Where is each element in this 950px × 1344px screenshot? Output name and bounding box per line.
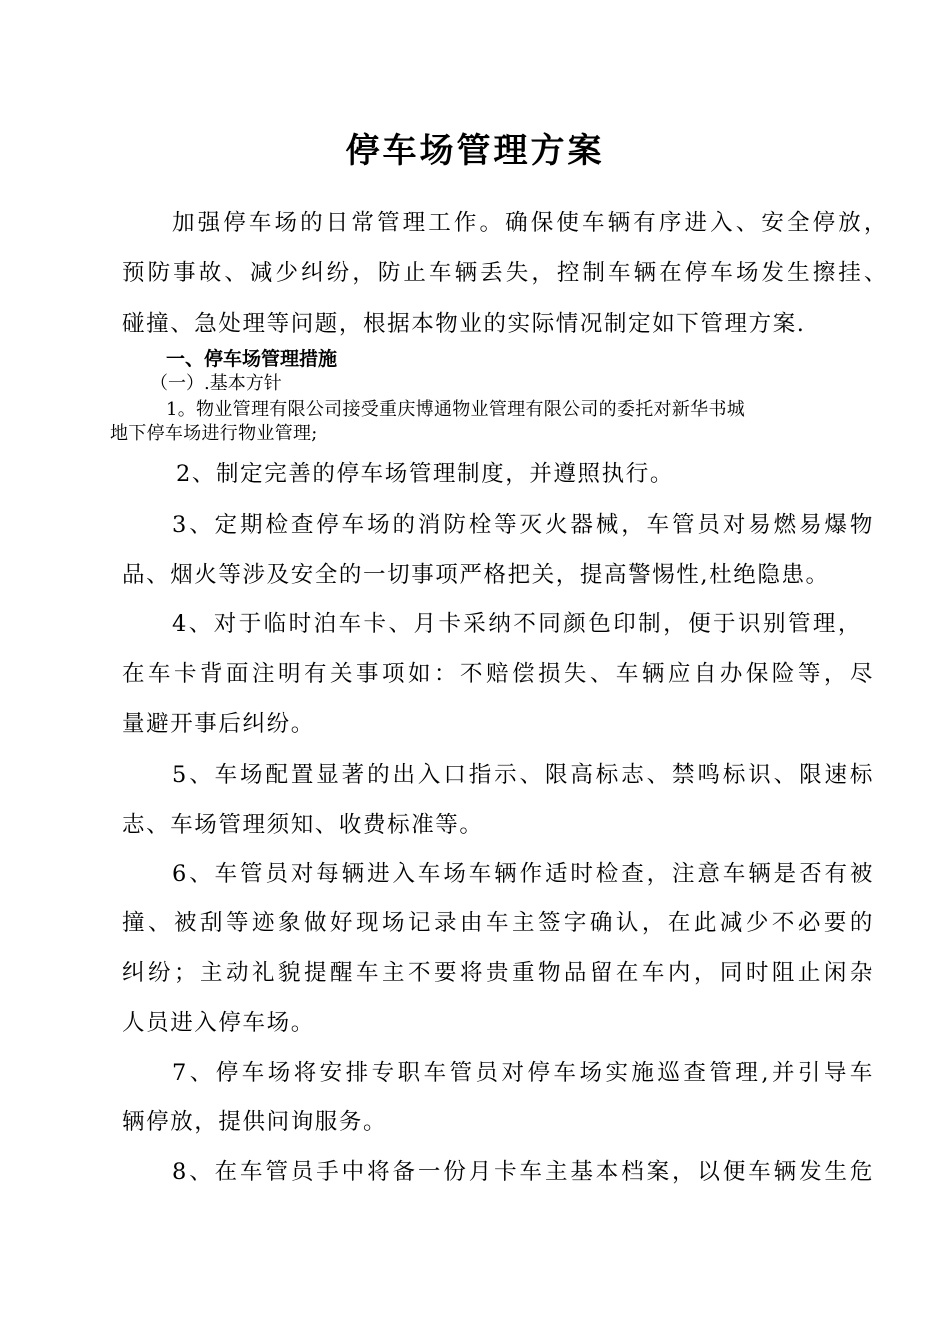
item-4-line-3: 量避开事后纠纷。 (122, 711, 315, 737)
item-3-line-1: 3、定期检查停车场的消防栓等灭火器械，车管员对易燃易爆物 (172, 512, 874, 538)
item-4-line-1: 4、对于临时泊车卡、月卡采纳不同颜色印制，便于识别管理， (172, 611, 862, 637)
item-7-line-1: 7、停车场将安排专职车管员对停车场实施巡查管理,并引导车 (172, 1060, 874, 1086)
item-2-line-1: 2、制定完善的停车场管理制度，并遵照执行。 (176, 461, 674, 487)
subsection-heading: （一）.基本方针 (150, 373, 282, 394)
intro-line-1: 加强停车场的日常管理工作。确保使车辆有序进入、安全停放， (172, 210, 888, 236)
item-5-line-1: 5、车场配置显著的出入口指示、限高标志、禁鸣标识、限速标 (172, 762, 874, 788)
item-1-line-1: 1。物业管理有限公司接受重庆博通物业管理有限公司的委托对新华书城 (166, 399, 746, 420)
item-4-line-2: 在车卡背面注明有关事项如：不赔偿损失、车辆应自办保险等，尽 (122, 661, 874, 687)
intro-line-2: 预防事故、减少纠纷，防止车辆丢失，控制车辆在停车场发生擦挂、 (122, 260, 888, 286)
item-8-line-1: 8、在车管员手中将备一份月卡车主基本档案，以便车辆发生危 (172, 1159, 874, 1185)
item-3-line-2: 品、烟火等涉及安全的一切事项严格把关，提高警惕性,杜绝隐患。 (122, 562, 830, 588)
document-title: 停车场管理方案 (345, 131, 605, 171)
item-6-line-3: 纠纷；主动礼貌提醒车主不要将贵重物品留在车内，同时阻止闲杂 (122, 960, 874, 986)
item-6-line-4: 人员进入停车场。 (122, 1010, 315, 1036)
item-6-line-2: 撞、被刮等迹象做好现场记录由车主签字确认，在此减少不必要的 (122, 910, 874, 936)
section-heading: 一、停车场管理措施 (166, 348, 338, 370)
intro-line-3: 碰撞、急处理等问题，根据本物业的实际情况制定如下管理方案. (122, 311, 806, 337)
item-7-line-2: 辆停放，提供问询服务。 (122, 1109, 388, 1135)
item-1-line-2: 地下停车场进行物业管理; (110, 423, 318, 444)
item-5-line-2: 志、车场管理须知、收费标准等。 (122, 812, 484, 838)
item-6-line-1: 6、车管员对每辆进入车场车辆作适时检查，注意车辆是否有被 (172, 861, 874, 887)
